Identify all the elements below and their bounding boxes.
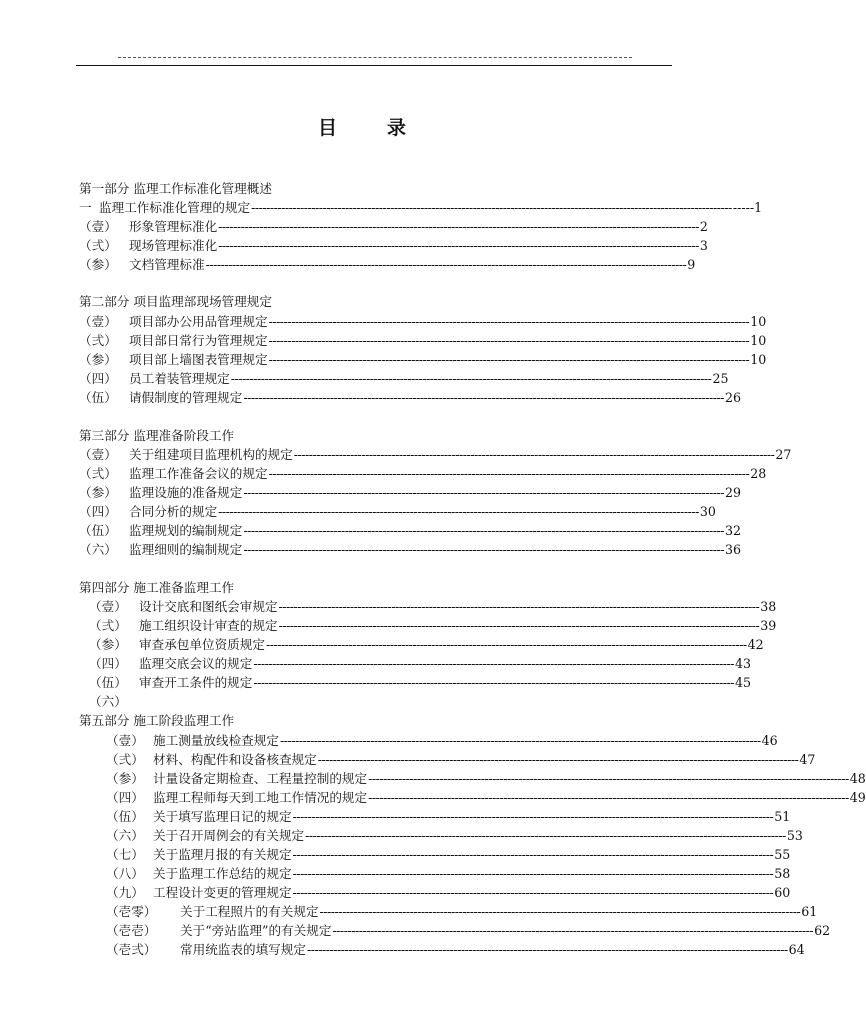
title-char-2: 录 [387,117,407,139]
entry-page: 61 [801,904,818,919]
entry-number: （参） [79,352,117,367]
entry-title: 工程设计变更的管理规定 [153,885,292,900]
leader-dots: -------------------------------------------------------------------------------------------------------------------------------- [292,866,774,881]
toc-entry[interactable] [106,808,791,826]
entry-number: （伍） [106,809,144,824]
leader-dots: -------------------------------------------------------------------------------------------------------------------------------- [332,923,814,938]
entry-number: （弍） [79,333,117,348]
entry-number: （参） [79,485,117,500]
entry-number: （伍） [79,390,117,405]
toc-entry[interactable] [79,332,767,350]
entry-page: 42 [747,637,764,652]
leader-dots: -------------------------------------------------------------------------------------------------------------------------------- [265,637,747,652]
entry-number: （四） [106,790,144,805]
entry-number: （参） [89,637,127,652]
entry-number: （壹） [89,599,127,614]
entry-number: （六） [106,828,144,843]
header-dashed-rule [118,57,632,58]
entry-title: 现场管理标准化 [129,238,218,253]
toc-entry[interactable] [89,674,752,692]
entry-title: 关于监理月报的有关规定 [153,847,292,862]
toc-entry[interactable] [79,465,767,483]
toc-entry[interactable] [79,351,767,369]
page-title [0,113,724,140]
leader-dots: -------------------------------------------------------------------------------------------------------------------------------- [292,847,774,862]
entry-title: 审查开工条件的规定 [139,675,253,690]
toc-entry[interactable] [89,655,752,673]
leader-dots: -------------------------------------------------------------------------------------------------------------------------------- [306,942,788,957]
entry-title: 监理工作标准化管理的规定 [99,200,251,215]
leader-dots: -------------------------------------------------------------------------------------------------------------------------------- [268,352,750,367]
entry-number: 一 [79,200,92,215]
toc-entry[interactable] [79,256,696,274]
leader-dots: -------------------------------------------------------------------------------------------------------------------------------- [278,599,760,614]
entry-number: （参） [79,257,117,272]
entry-number: （伍） [79,523,117,538]
entry-number: （六） [89,694,127,709]
entry-title: 审查承包单位资质规定 [139,637,265,652]
toc-entry[interactable] [106,922,831,940]
entry-title: 设计交底和图纸会审规定 [139,599,278,614]
entry-title: 员工着装管理规定 [129,371,230,386]
toc-entry[interactable] [89,598,777,616]
toc-entry[interactable] [79,522,742,540]
leader-dots: -------------------------------------------------------------------------------------------------------------------------------- [230,371,712,386]
leader-dots: -------------------------------------------------------------------------------------------------------------------------------- [243,523,725,538]
part-4-heading[interactable] [79,579,519,597]
entry-page: 27 [775,447,792,462]
leader-dots: -------------------------------------------------------------------------------------------------------------------------------- [293,447,775,462]
entry-number: （壱零） [106,904,157,919]
entry-number: （壹） [79,219,117,234]
toc-entry[interactable] [106,903,818,921]
leader-dots: -------------------------------------------------------------------------------------------------------------------------------- [253,675,735,690]
toc-entry[interactable] [106,751,816,769]
entry-number: （七） [106,847,144,862]
entry-number: （伍） [89,675,127,690]
entry-title: 施工组织设计审查的规定 [139,618,278,633]
entry-page: 26 [725,390,742,405]
entry-number: （壱弍） [106,942,157,957]
leader-dots: -------------------------------------------------------------------------------------------------------------------------------- [251,200,732,215]
entry-page: 32 [725,523,742,538]
toc-entry[interactable] [89,617,777,635]
toc-entry[interactable] [79,237,708,255]
entry-title: 合同分析的规定 [129,504,218,519]
part-2-heading[interactable] [79,293,519,311]
entry-number: （弍） [89,618,127,633]
toc-entry[interactable] [79,446,792,464]
entry-number: （壹） [106,733,144,748]
toc-entry[interactable] [79,313,767,331]
entry-page: 39 [760,618,777,633]
entry-page: 46 [761,733,778,748]
leader-dots: -------------------------------------------------------------------------------------------------------------------------------- [218,219,699,234]
entry-title: 监理工作准备会议的规定 [129,466,268,481]
entry-title: 项目部办公用品管理规定 [129,314,268,329]
entry-page: 28 [750,466,767,481]
toc-entry[interactable] [79,370,729,388]
entry-title: 关于“旁站监理”的有关规定 [180,923,332,938]
leader-dots: -------------------------------------------------------------------------------------------------------------------------------- [243,390,725,405]
toc-entry[interactable] [106,884,791,902]
entry-page: 49 [849,790,866,805]
leader-dots: -------------------------------------------------------------------------------------------------------------------------------- [292,809,774,824]
entry-page: -----1 [732,200,763,215]
entry-page: 62 [814,923,831,938]
entry-title: 监理工程师每天到工地工作情况的规定 [153,790,368,805]
toc-entry[interactable] [106,732,778,750]
part-5-heading[interactable] [79,712,519,730]
entry-number: （弍） [79,466,117,481]
entry-number: （参） [106,771,144,786]
leader-dots: -------------------------------------------------------------------------------------------------------------------------------- [319,904,801,919]
entry-number: （四） [89,656,127,671]
toc-entry[interactable] [89,636,764,654]
entry-page: 58 [774,866,791,881]
part-heading-text: 第二部分 项目监理部现场管理规定 [79,294,272,309]
leader-dots: -------------------------------------------------------------------------------------------------------------------------------- [218,504,699,519]
toc-entry[interactable] [106,941,805,959]
leader-dots: -------------------------------------------------------------------------------------------------------------------------------- [317,752,799,767]
entry-title: 材料、构配件和设备核查规定 [153,752,317,767]
leader-dots: -------------------------------------------------------------------------------------------------------------------------------- [278,618,760,633]
toc-entry[interactable] [79,199,763,217]
entry-title: 请假制度的管理规定 [129,390,243,405]
entry-page: 29 [725,485,742,500]
entry-page: 55 [774,847,791,862]
part-heading-text: 第三部分 监理准备阶段工作 [79,428,235,443]
toc-entry[interactable] [106,865,791,883]
entry-page: 48 [849,771,866,786]
entry-title: 关于监理工作总结的规定 [153,866,292,881]
entry-page: 3 [699,238,708,253]
entry-page: 25 [712,371,729,386]
entry-page: 53 [786,828,803,843]
entry-title: 计量设备定期检查、工程量控制的规定 [153,771,368,786]
entry-title: 项目部上墙图表管理规定 [129,352,268,367]
title-char-1: 目 [317,117,337,139]
toc-entry[interactable] [79,503,716,521]
entry-title: 施工测量放线检查规定 [153,733,279,748]
entry-title: 常用统监表的填写规定 [180,942,306,957]
entry-number: （弍） [106,752,144,767]
leader-dots: -------------------------------------------------------------------------------------------------------------------------------- [279,733,761,748]
leader-dots: -------------------------------------------------------------------------------------------------------------------------------- [305,828,786,843]
toc-entry[interactable] [106,846,791,864]
toc-entry[interactable] [79,218,708,236]
entry-number: （八） [106,866,144,881]
toc-entry[interactable] [79,389,742,407]
entry-title: 项目部日常行为管理规定 [129,333,268,348]
entry-page: 10 [750,333,767,348]
entry-page: 64 [788,942,805,957]
entry-number: （四） [79,371,117,386]
toc-entry[interactable] [106,770,866,788]
leader-dots: -------------------------------------------------------------------------------------------------------------------------------- [218,238,699,253]
entry-page: 30 [699,504,716,519]
entry-page: 10 [750,352,767,367]
entry-number: （弍） [79,238,117,253]
part-heading-text: 第一部分 监理工作标准化管理概述 [79,181,272,196]
entry-page: 9 [687,257,696,272]
leader-dots: -------------------------------------------------------------------------------------------------------------------------------- [268,333,750,348]
toc-entry[interactable] [89,693,189,711]
leader-dots: -------------------------------------------------------------------------------------------------------------------------------- [268,466,750,481]
part-heading-text: 第四部分 施工准备监理工作 [79,580,235,595]
entry-title: 监理设施的准备规定 [129,485,243,500]
toc-entry[interactable] [79,541,742,559]
entry-title: 文档管理标准 [129,257,205,272]
entry-page: 45 [735,675,752,690]
leader-dots: -------------------------------------------------------------------------------------------------------------------------------- [268,314,750,329]
entry-title: 关于召开周例会的有关规定 [153,828,305,843]
leader-dots: -------------------------------------------------------------------------------------------------------------------------------- [368,790,849,805]
entry-page: 2 [699,219,708,234]
leader-dots: -------------------------------------------------------------------------------------------------------------------------------- [292,885,774,900]
leader-dots: -------------------------------------------------------------------------------------------------------------------------------- [243,542,725,557]
entry-title: 监理交底会议的规定 [139,656,253,671]
entry-page: 60 [774,885,791,900]
part-heading-text: 第五部分 施工阶段监理工作 [79,713,235,728]
entry-number: （四） [79,504,117,519]
entry-page: 38 [760,599,777,614]
toc-entry[interactable] [106,827,803,845]
entry-page: 36 [725,542,742,557]
header-rule [76,65,672,66]
toc-entry[interactable] [106,789,866,807]
leader-dots: -------------------------------------------------------------------------------------------------------------------------------- [368,771,849,786]
leader-dots: -------------------------------------------------------------------------------------------------------------------------------- [243,485,725,500]
entry-number: （壱壱） [106,923,157,938]
toc-entry[interactable] [79,484,742,502]
entry-title: 形象管理标准化 [129,219,218,234]
entry-title: 监理细则的编制规定 [129,542,243,557]
entry-number: （壹） [79,447,117,462]
leader-dots: -------------------------------------------------------------------------------------------------------------------------------- [253,656,735,671]
entry-title: 关于工程照片的有关规定 [180,904,319,919]
entry-page: 47 [799,752,816,767]
entry-title: 关于组建项目监理机构的规定 [129,447,293,462]
entry-title: 监理规划的编制规定 [129,523,243,538]
leader-dots: -------------------------------------------------------------------------------------------------------------------------------- [205,257,687,272]
entry-page: 10 [750,314,767,329]
entry-number: （壹） [79,314,117,329]
entry-number: （六） [79,542,117,557]
entry-page: 51 [774,809,791,824]
part-1-heading[interactable] [79,180,519,198]
entry-page: 43 [735,656,752,671]
entry-number: （九） [106,885,144,900]
entry-title: 关于填写监理日记的规定 [153,809,292,824]
part-3-heading[interactable] [79,427,519,445]
